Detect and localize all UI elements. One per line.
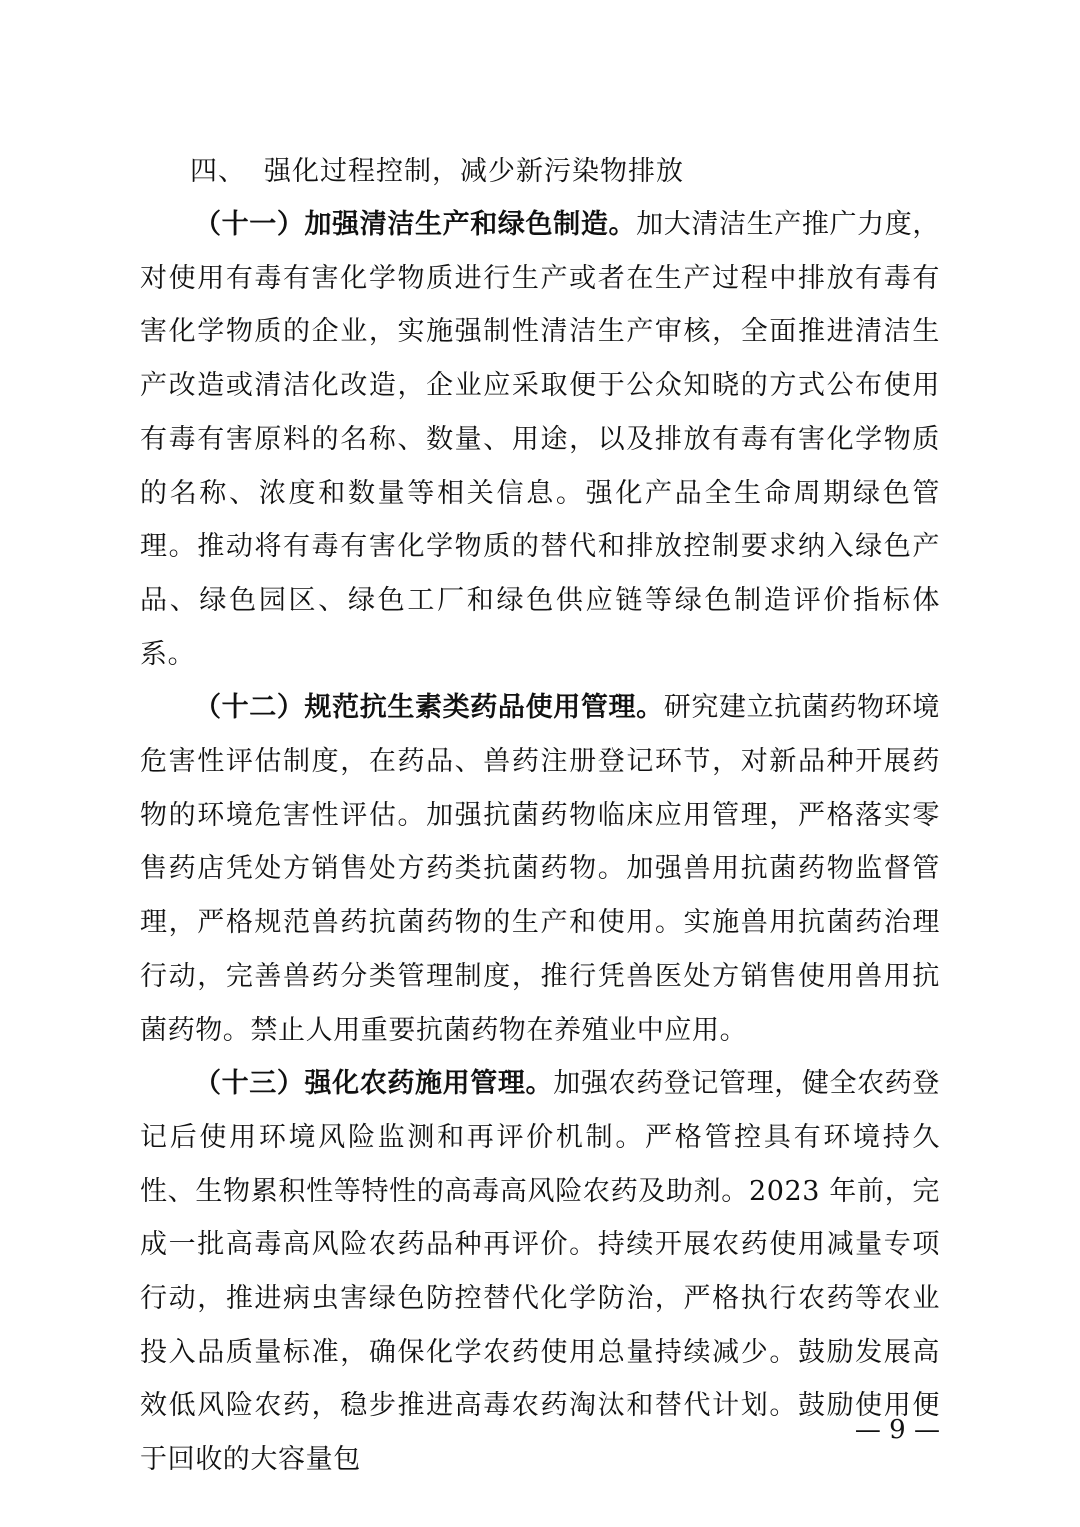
paragraph-11 [140,198,940,681]
paragraph-text: 加强农药登记管理，健全农药登记后使用环境风险监测和再评价机制。严格管控具有环境持久性、生物累积性等特性的高毒高风险农药及助剂。2023 年前，完成一批高毒高风险农药品种再评价。持续开展农药使用减量专项行动，推进病虫害绿色防控替代化学防治，严格执行农药等农业投入品质量标准，确保化学农药使用总量持续减少。鼓励发展高效低风险农药，稳步推进高毒农药淘汰和替代计划。鼓励使用便于回收的大容量包 [140,1068,940,1476]
section-title: 强化过程控制，减少新污染物排放 [264,156,684,187]
paragraph-lead: （十二）规范抗生素类药品使用管理。 [194,692,664,724]
paragraph-13 [140,1057,940,1487]
document-body [140,198,940,1487]
section-number: 四、 [190,156,246,187]
paragraph-lead: （十三）强化农药施用管理。 [194,1068,554,1100]
paragraph-text: 加大清洁生产推广力度，对使用有毒有害化学物质进行生产或者在生产过程中排放有毒有害化学物质的企业，实施强制性清洁生产审核，全面推进清洁生产改造或清洁化改造，企业应采取便于公众知晓的方式公布使用有毒有害原料的名称、数量、用途，以及排放有毒有害化学物质的名称、浓度和数量等相关信息。强化产品全生命周期绿色管理。推动将有毒有害化学物质的替代和排放控制要求纳入绿色产品、绿色园区、绿色工厂和绿色供应链等绿色制造评价指标体系。 [140,209,940,670]
paragraph-12 [140,681,940,1057]
paragraph-text: 研究建立抗菌药物环境危害性评估制度，在药品、兽药注册登记环节，对新品种开展药物的环境危害性评估。加强抗菌药物临床应用管理，严格落实零售药店凭处方销售处方药类抗菌药物。加强兽用抗菌药物监督管理，严格规范兽药抗菌药物的生产和使用。实施兽用抗菌药治理行动，完善兽药分类管理制度，推行凭兽医处方销售使用兽用抗菌药物。禁止人用重要抗菌药物在养殖业中应用。 [140,692,941,1046]
page-number: — 9 — [854,1415,940,1445]
section-heading [190,150,684,194]
paragraph-lead: （十一）加强清洁生产和绿色制造。 [194,209,637,240]
